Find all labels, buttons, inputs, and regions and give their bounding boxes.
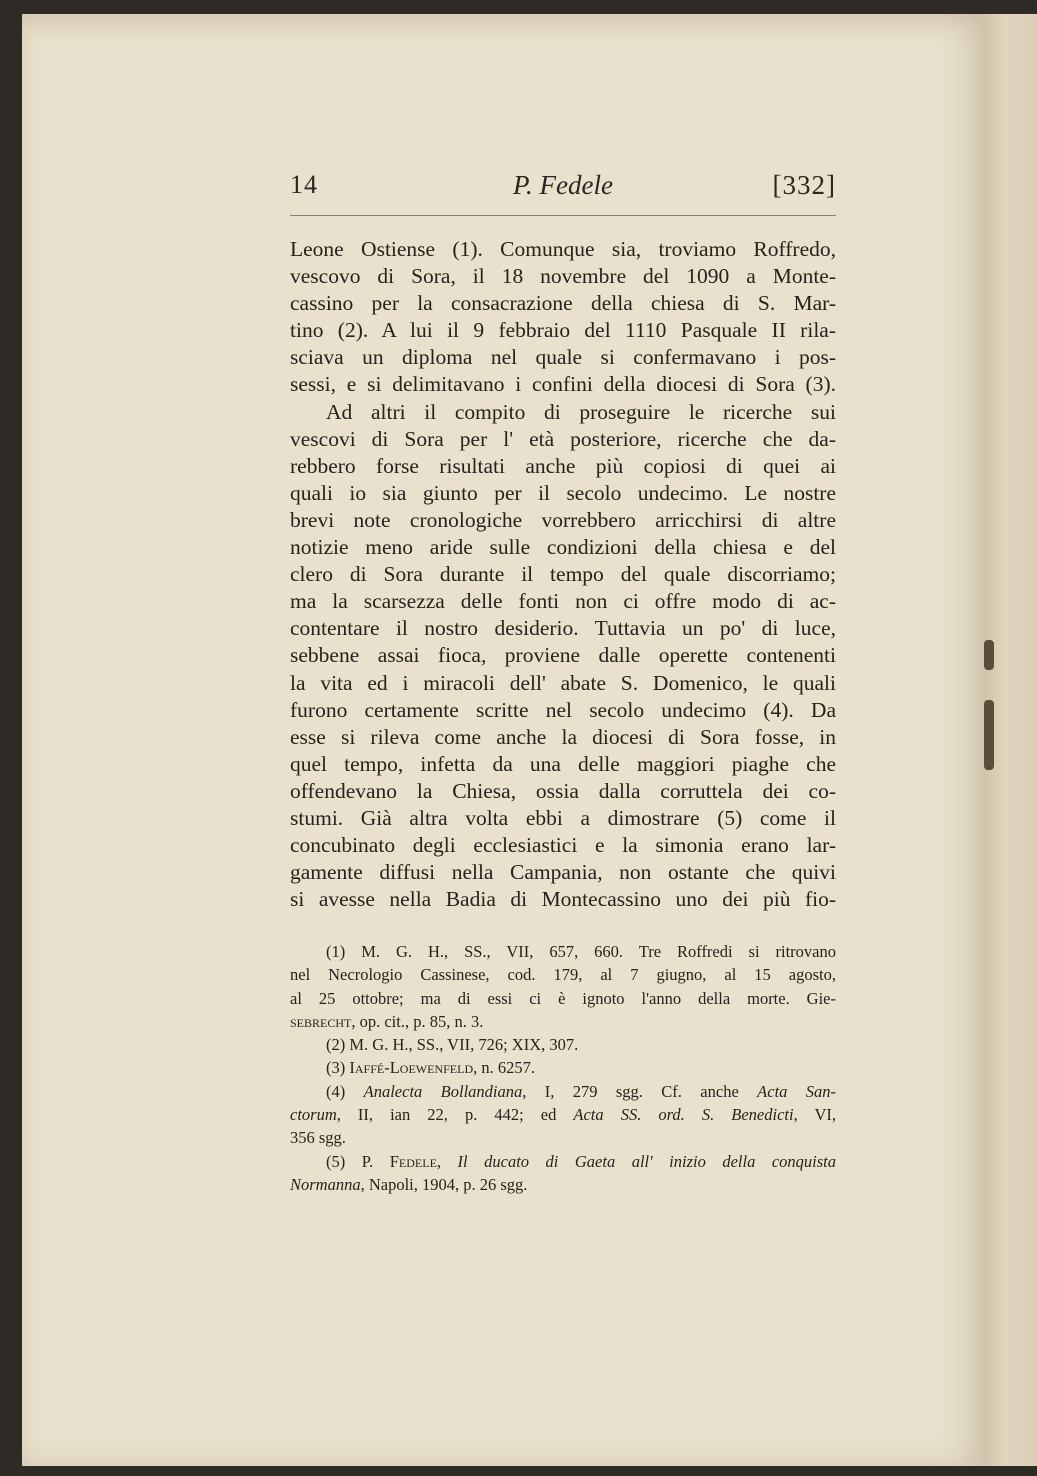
binding-mark: [984, 700, 994, 770]
text-line: gamente diffusi nella Campania, non ostante che quivi: [290, 860, 836, 885]
binding-mark: [984, 640, 994, 670]
text-line: vescovi di Sora per l' età posteriore, ricerche che da-: [290, 426, 836, 451]
text-line: quel tempo, infetta da una delle maggiori piaghe che: [290, 751, 836, 776]
citation: , Napoli, 1904, p. 26 sgg.: [360, 1174, 528, 1194]
work-title: Acta SS. ord. S. Benedicti: [573, 1105, 794, 1125]
text-line: notizie meno aride sulle condizioni della chiesa e del: [290, 535, 836, 560]
running-header: [290, 168, 836, 208]
footnote-number: (3): [326, 1058, 346, 1078]
page-number: 14: [290, 170, 318, 199]
text-line: stumi. Già altra volta ebbi a dimostrare (5) come il: [290, 805, 836, 830]
work-title: Normanna: [290, 1174, 361, 1194]
running-title: P. Fedele: [513, 170, 613, 200]
text-line: Ad altri il compito di proseguire le ricerche sui: [326, 399, 836, 424]
footnote-1-cont: [290, 1010, 836, 1033]
footnote-4-cont: 356 sgg.: [290, 1128, 346, 1148]
header-rule: [290, 215, 836, 216]
footnote-1-cont: nel Necrologio Cassinese, cod. 179, al 7 giugno, al 15 agosto,: [290, 965, 836, 985]
text-line: ma la scarsezza delle fonti non ci offre modo di ac-: [290, 589, 836, 614]
text-line: si avesse nella Badia di Montecassino uno dei più fio-: [290, 887, 836, 912]
footnote-3: [290, 1056, 836, 1079]
footnote-number: (5) P.: [326, 1151, 374, 1171]
footnote-5-cont: [290, 1173, 836, 1196]
text-line: contentare il nostro desiderio. Tuttavia un po' di luce,: [290, 616, 836, 641]
body-text: [290, 236, 836, 913]
text-line: brevi note cronologiche vorrebbero arricchirsi di altre: [290, 507, 836, 532]
work-title: Acta San-: [757, 1081, 837, 1101]
citation: , op. cit., p. 85, n. 3.: [351, 1011, 484, 1031]
text-line: cassino per la consacrazione della chiesa di S. Mar-: [290, 291, 836, 316]
work-title: Analecta Bollandiana: [363, 1081, 523, 1101]
footnote-number: (4): [326, 1081, 346, 1101]
author-name: sebrecht: [290, 1011, 352, 1031]
citation: , n. 6257.: [473, 1058, 535, 1078]
citation: , II, ian 22, p. 442; ed: [336, 1105, 557, 1125]
text-line: la vita ed i miracoli dell' abate S. Domenico, le quali: [290, 670, 836, 695]
text-line: sciava un diploma nel quale si confermavano i pos-: [290, 345, 836, 370]
work-title: Il ducato di Gaeta all' inizio della conquista: [457, 1151, 837, 1171]
text-line: vescovo di Sora, il 18 novembre del 1090 a Monte-: [290, 264, 836, 289]
text-line: tino (2). A lui il 9 febbraio del 1110 Pasquale II rila-: [290, 318, 836, 343]
text-line: sebbene assai fioca, proviene dalle operette contenenti: [290, 643, 836, 668]
text-line: esse si rileva come anche la diocesi di Sora fosse, in: [290, 724, 836, 749]
citation: , VI,: [793, 1105, 836, 1125]
text-line: clero di Sora durante il tempo del quale discorriamo;: [290, 562, 836, 587]
footnote-1: (1) M. G. H., SS., VII, 657, 660. Tre Roffredi si ritrovano: [326, 942, 836, 961]
citation: , I, 279 sgg. Cf. anche: [522, 1081, 739, 1101]
footnote-4-cont: [290, 1103, 836, 1126]
text-line: Leone Ostiense (1). Comunque sia, troviamo Roffredo,: [290, 237, 836, 261]
footnote-4: [290, 1080, 836, 1103]
author-name: Fedele: [389, 1151, 437, 1171]
text-line: furono certamente scritte nel secolo undecimo (4). Da: [290, 697, 836, 722]
footnote-1-cont: al 25 ottobre; ma di essi ci è ignoto l'anno della morte. Gie-: [290, 988, 836, 1008]
footnote-2: (2) M. G. H., SS., VII, 726; XIX, 307.: [326, 1035, 579, 1055]
text-line: offendevano la Chiesa, ossia dalla corruttela dei co-: [290, 778, 836, 803]
text-line: rebbero forse risultati anche più copiosi di quei ai: [290, 453, 836, 478]
author-name: Iaffé-Loewenfeld: [349, 1058, 474, 1078]
footnotes: [290, 940, 836, 1196]
text-line: quali io sia giunto per il secolo undecimo. Le nostre: [290, 480, 836, 505]
footnote-5: (5) P. Fedele, Il ducato di Gaeta all' inizio della conquista: [326, 1151, 837, 1171]
text-line: concubinato degli ecclesiastici e la simonia erano lar-: [290, 833, 836, 858]
text-line: sessi, e si delimitavano i confini della diocesi di Sora (3).: [290, 372, 836, 397]
work-title: ctorum: [290, 1105, 337, 1125]
bracket-page-number: [332]: [772, 170, 836, 200]
